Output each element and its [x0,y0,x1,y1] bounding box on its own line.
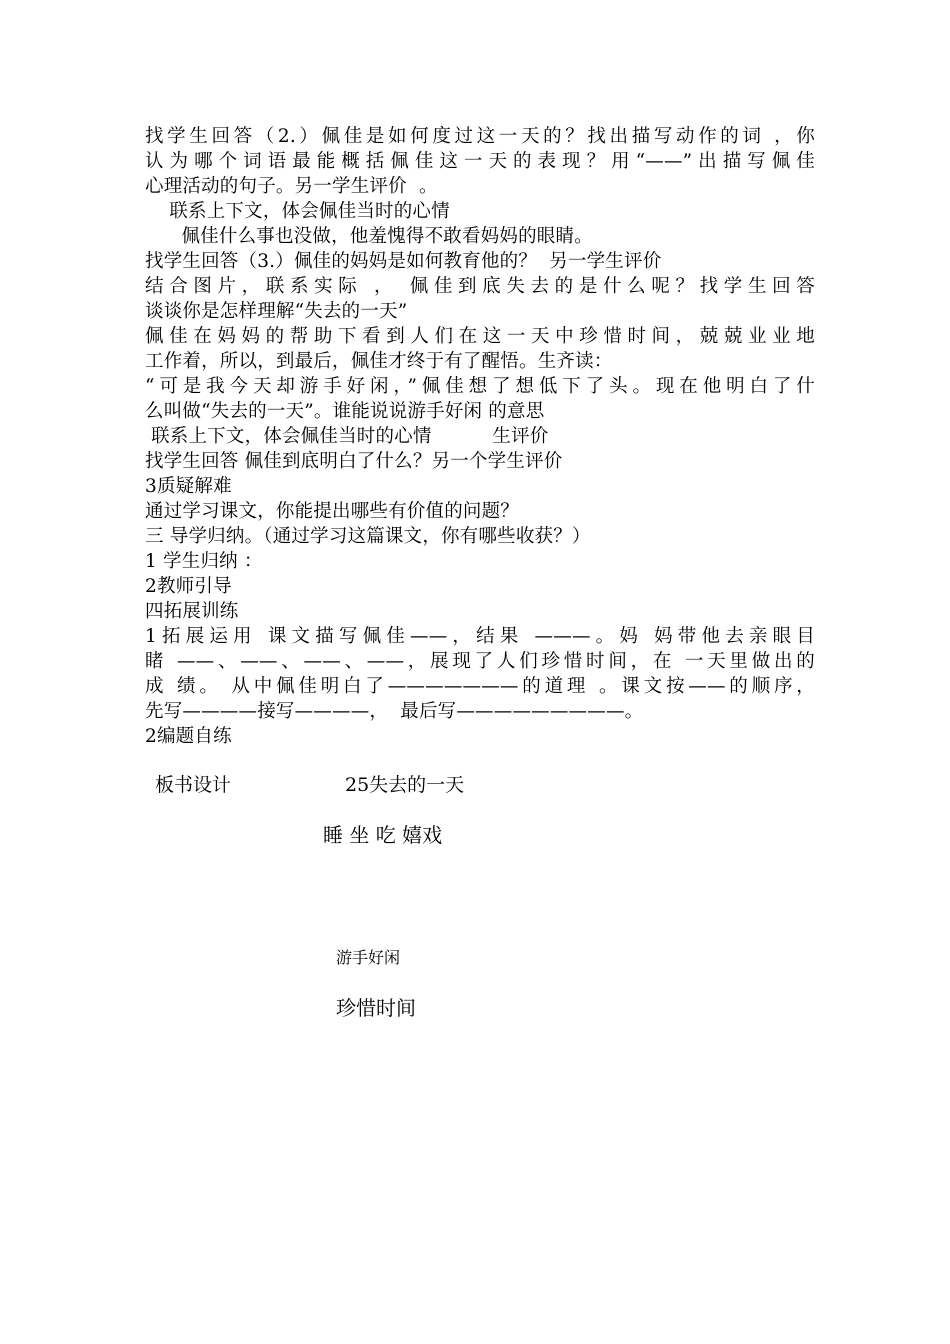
text-line-6: 找学生回答（3.）佩佳的妈妈是如何教育他的？ 另一学生评价 [145,251,662,272]
text-line-19: 2教师引导 [145,576,232,597]
text-line-17: 三 导学归纳。（通过学习这篇课文，你有哪些收获？） [145,526,591,547]
board-phrase-cherish: 珍惜时间 [336,996,416,1020]
board-title: 25失去的一天 [345,774,465,796]
text-line-18: 1 学生归纳 ： [145,551,263,572]
text-line-8: 谈谈你是怎样理解“失去的一天” [145,301,408,322]
board-actions: 睡 坐 吃 嬉戏 [323,823,443,847]
text-line-9: 佩佳在妈妈的帮助下看到人们在这一天中珍惜时间，兢兢业业地 [145,326,815,347]
text-line-2: 认为哪个词语最能概括佩佳这一天的表现？用“——”出描写佩佳 [145,151,815,172]
text-line-20: 四拓展训练 [145,601,239,622]
text-line-16: 通过学习课文，你能提出哪些有价值的问题？ [145,501,520,522]
text-line-10: 工作着，所以，到最后，佩佳才终于有了醒悟。生齐读： [145,351,613,372]
text-line-7: 结合图片，联系实际 ， 佩佳到底失去的是什么呢？找学生回答 [145,276,815,297]
text-line-25: 2编题自练 [145,726,232,747]
text-line-21: 1拓展运用 课文描写佩佳——，结果 ———。妈 妈带他去亲眼目 [145,626,815,647]
text-line-13: 联系上下文，体会佩佳当时的心情 生评价 [145,426,549,447]
text-line-1: 找学生回答（2.）佩佳是如何度过这一天的？找出描写动作的词 ，你 [145,126,815,147]
text-line-22: 睹 ——、——、——、——，展现了人们珍惜时间，在 一天里做出的 [145,651,815,672]
text-line-15: 3质疑解难 [145,476,232,497]
text-line-5: 佩佳什么事也没做，他羞愧得不敢看妈妈的眼睛。 [145,226,593,247]
text-line-11: “可是我今天却游手好闲，”佩佳想了想低下了头。现在他明白了什 [145,376,815,397]
board-phrase-idle: 游手好闲 [336,948,401,967]
board-design-label: 板书设计 [155,774,232,796]
text-line-24: 先写————接写————， 最后写—————————。 [145,701,644,722]
text-line-23: 成 绩。 从中佩佳明白了———————的道理 。课文按——的顺序， [145,676,815,697]
text-line-4: 联系上下文，体会佩佳当时的心情 [145,201,450,222]
text-line-12: 么叫做“失去的一天”。谁能说说游手好闲 的意思 [145,401,545,422]
text-line-3: 心理活动的句子。另一学生评价 。 [145,176,438,197]
text-line-14: 找学生回答 佩佳到底明白了什么？另一个学生评价 [145,451,563,472]
